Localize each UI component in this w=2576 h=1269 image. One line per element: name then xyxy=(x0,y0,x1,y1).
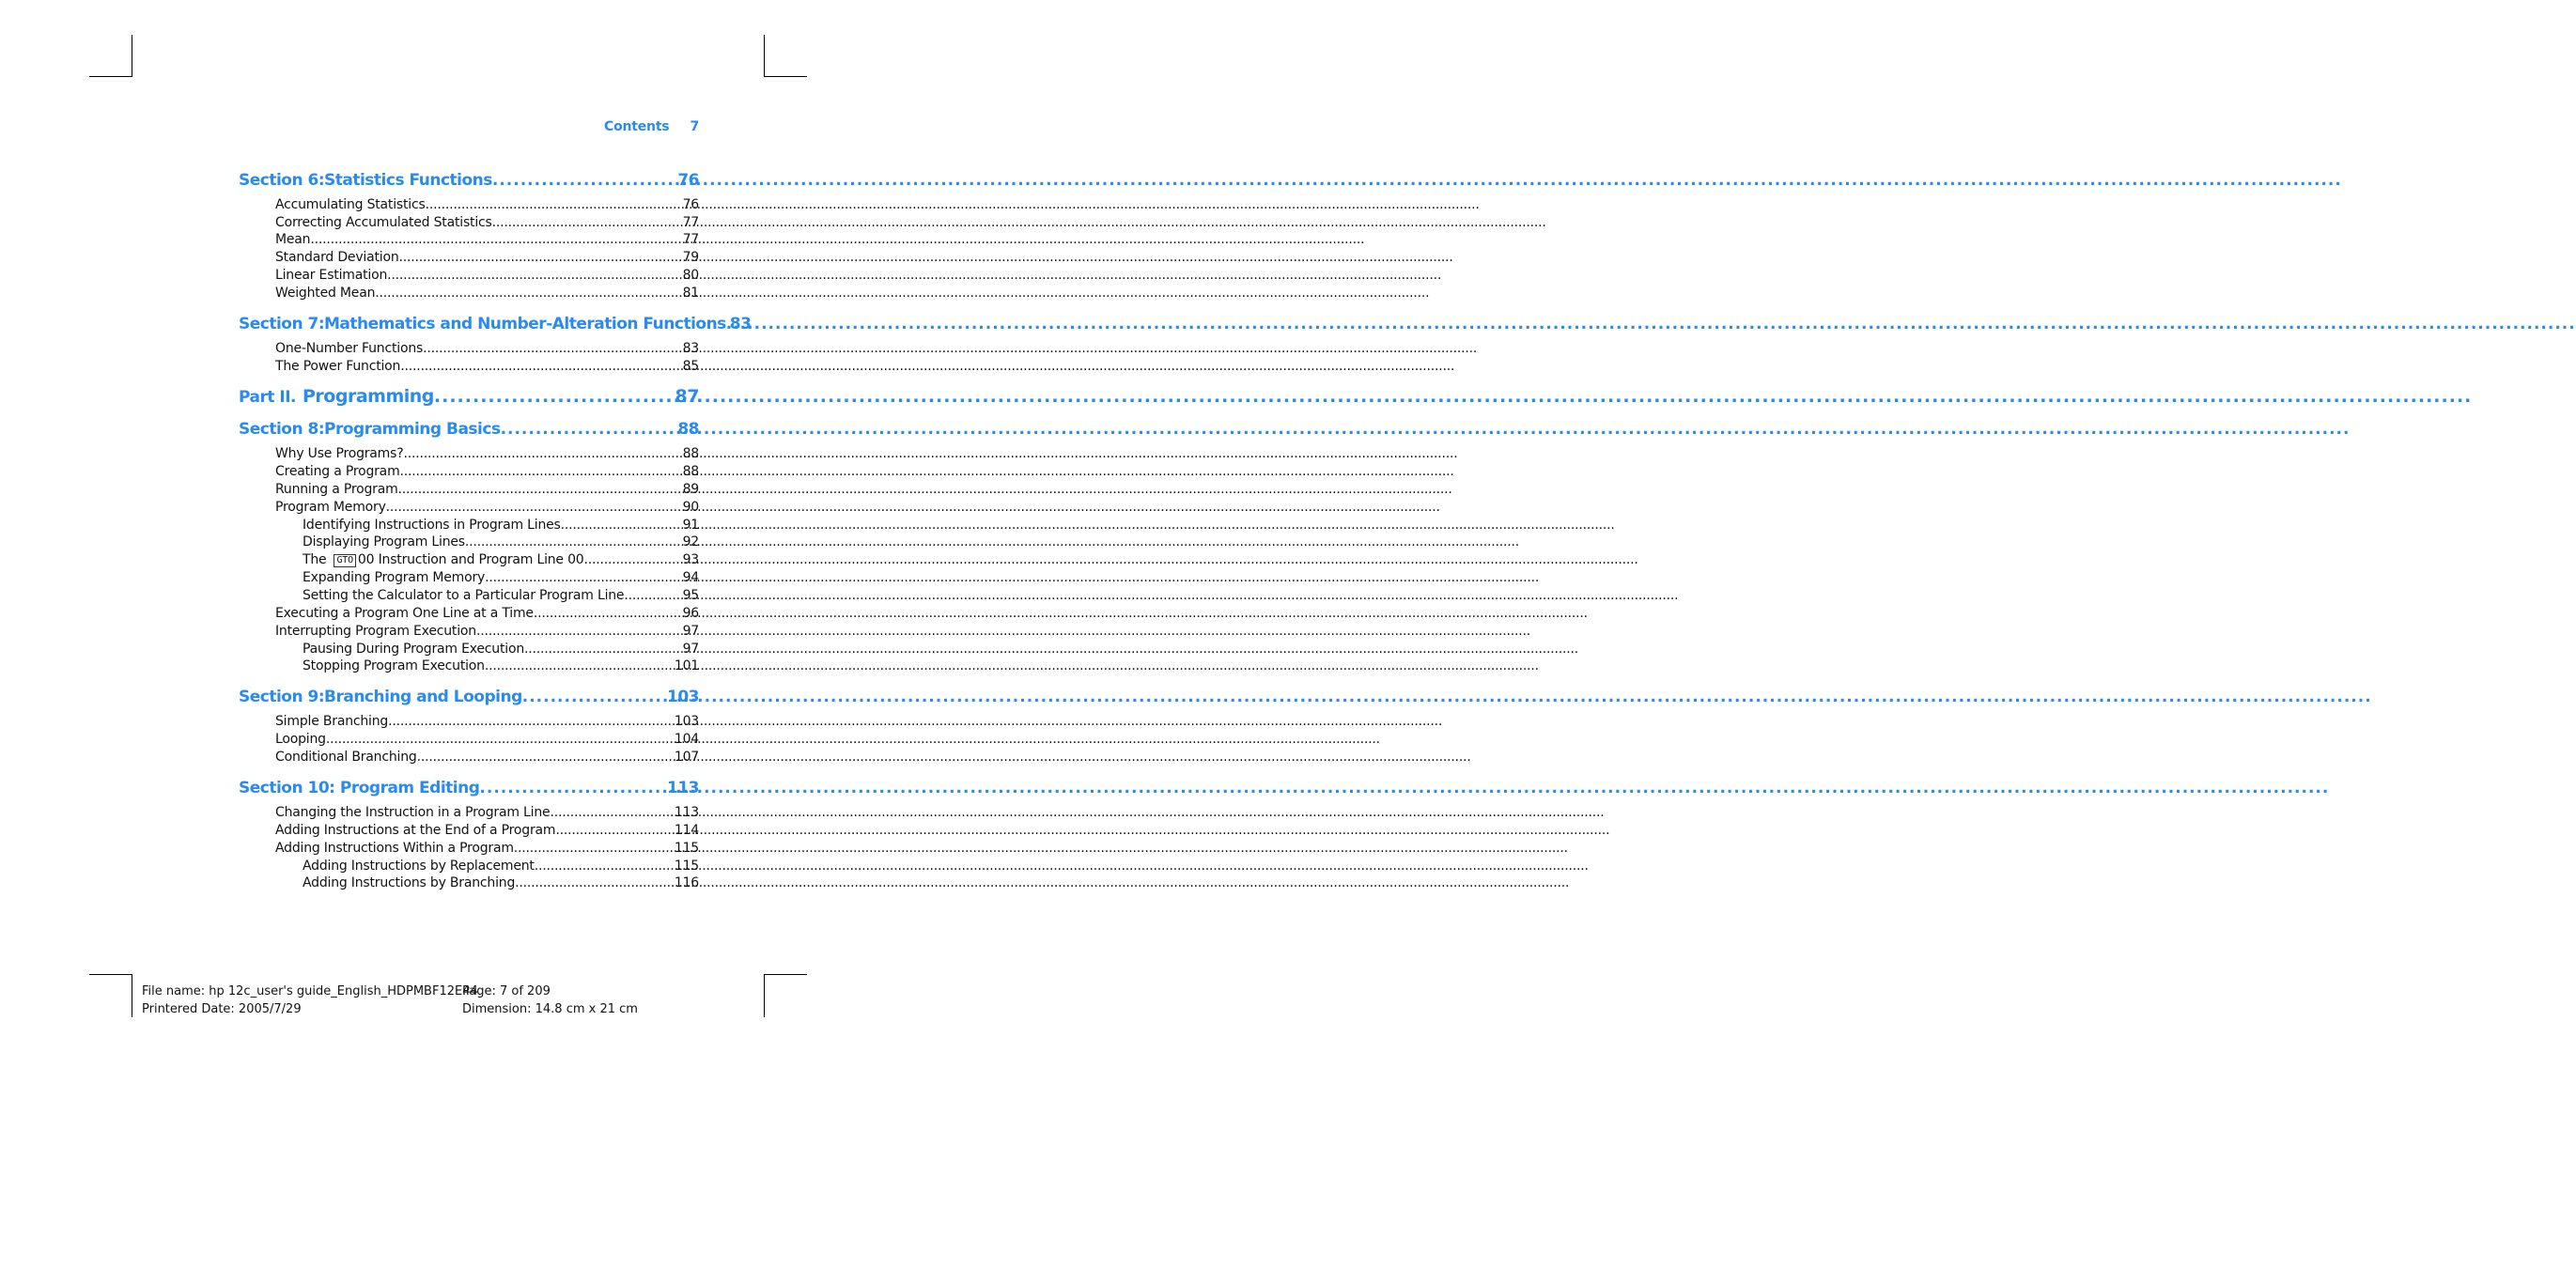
toc-entry[interactable] xyxy=(275,286,699,303)
dot-leader xyxy=(426,197,683,212)
entry-title-pre: The xyxy=(303,552,327,567)
toc-entry[interactable] xyxy=(275,624,699,642)
entry-title: Identifying Instructions in Program Lines xyxy=(303,518,561,533)
entry-title: Program Memory xyxy=(275,500,386,515)
toc-heading-part-2[interactable] xyxy=(239,386,699,410)
dot-leader xyxy=(400,359,682,374)
entry-page: 113 xyxy=(674,805,699,820)
dot-leader xyxy=(524,642,683,657)
toc-entry[interactable] xyxy=(275,359,699,377)
dot-leader xyxy=(403,446,682,461)
entry-page: 114 xyxy=(674,823,699,838)
entry-page: 97 xyxy=(682,624,699,639)
dot-leader xyxy=(535,859,675,874)
toc-entry[interactable] xyxy=(275,232,699,250)
entry-title: Weighted Mean xyxy=(275,286,376,301)
dot-leader xyxy=(501,420,678,439)
section-number: Section 6: xyxy=(239,171,325,190)
toc-entry[interactable] xyxy=(275,341,699,359)
entry-page: 107 xyxy=(674,750,699,765)
running-head-title: Contents xyxy=(604,119,670,134)
dot-leader xyxy=(423,341,682,356)
running-head-page-number: 7 xyxy=(690,119,699,134)
entry-title: Expanding Program Memory xyxy=(303,570,486,585)
toc-entry[interactable] xyxy=(275,482,699,500)
section-title: Branching and Looping xyxy=(324,688,522,706)
entry-page: 115 xyxy=(674,859,699,874)
dot-leader xyxy=(387,268,682,283)
entry-title: Simple Branching xyxy=(275,714,389,729)
entry-page: 96 xyxy=(682,606,699,621)
toc-entry[interactable] xyxy=(275,268,699,286)
toc-subentry-gto[interactable] xyxy=(303,552,699,570)
dot-leader xyxy=(485,570,682,585)
entry-title: Adding Instructions at the End of a Program xyxy=(275,823,556,838)
entry-title: Creating a Program xyxy=(275,464,400,479)
part-number: Part II. xyxy=(239,388,297,407)
entry-title: Why Use Programs? xyxy=(275,446,404,461)
entry-page: 79 xyxy=(682,250,699,265)
entry-page: 103 xyxy=(674,714,699,729)
entry-page: 88 xyxy=(682,464,699,479)
dot-leader xyxy=(555,823,675,838)
toc-entry[interactable] xyxy=(275,250,699,268)
entry-title: Interrupting Program Execution xyxy=(275,624,476,639)
toc-subentry[interactable] xyxy=(303,534,699,552)
footer-printed-date: Printered Date: 2005/7/29 xyxy=(142,1002,302,1016)
toc-entry[interactable] xyxy=(275,197,699,215)
toc-entry[interactable] xyxy=(275,805,699,823)
toc-heading-section-10[interactable] xyxy=(239,779,699,801)
crop-mark-bottom-left-horizontal xyxy=(89,974,132,975)
entry-page: 91 xyxy=(682,518,699,533)
entry-page: 80 xyxy=(682,268,699,283)
toc-entry[interactable] xyxy=(275,446,699,464)
dot-leader xyxy=(399,250,683,265)
toc-subentry[interactable] xyxy=(303,588,699,606)
toc-entry[interactable] xyxy=(275,606,699,624)
entry-title: Pausing During Program Execution xyxy=(303,642,524,657)
entry-page: 88 xyxy=(682,446,699,461)
gto-key-icon: GTO xyxy=(334,554,355,567)
dot-leader xyxy=(388,714,675,729)
section-title: Mathematics and Number-Alteration Functions xyxy=(324,315,726,333)
entry-page: 77 xyxy=(682,215,699,230)
dot-leader xyxy=(476,624,683,639)
toc-heading-section-6[interactable] xyxy=(239,171,699,193)
footer-page: Page: 7 of 209 xyxy=(462,984,551,998)
entry-page: 104 xyxy=(674,732,699,747)
toc-subentry[interactable] xyxy=(303,859,699,876)
entry-page: 92 xyxy=(682,534,699,549)
toc-heading-section-9[interactable] xyxy=(239,688,699,710)
entry-title: Adding Instructions Within a Program xyxy=(275,841,514,856)
toc-subentry[interactable] xyxy=(303,658,699,676)
entry-page: 95 xyxy=(682,588,699,603)
entry-page: 115 xyxy=(674,841,699,856)
entry-title: Conditional Branching xyxy=(275,750,417,765)
part-title: Programming xyxy=(303,386,434,407)
dot-leader xyxy=(561,518,683,533)
entry-page: 97 xyxy=(682,642,699,657)
dot-leader xyxy=(400,464,683,479)
section-title: Programming Basics xyxy=(324,420,501,439)
crop-mark-bottom-right-vertical xyxy=(764,974,765,1017)
part-page: 87 xyxy=(675,386,699,407)
section-title: Section 10: Program Editing xyxy=(239,779,480,797)
dot-leader xyxy=(522,688,667,706)
dot-leader xyxy=(479,779,667,797)
entry-title-post: 00 Instruction and Program Line 00 xyxy=(357,552,584,567)
dot-leader xyxy=(398,482,683,497)
entry-page: 83 xyxy=(682,341,699,356)
running-head xyxy=(526,119,699,134)
dot-leader xyxy=(434,386,675,407)
section-number: Section 8: xyxy=(239,420,325,439)
dot-leader xyxy=(492,215,683,230)
entry-title: Correcting Accumulated Statistics xyxy=(275,215,492,230)
section-page: 88 xyxy=(677,420,699,439)
toc-entry[interactable] xyxy=(275,732,699,750)
toc-entry[interactable] xyxy=(275,215,699,233)
entry-title: Standard Deviation xyxy=(275,250,399,265)
dot-leader xyxy=(624,588,682,603)
entry-title: Running a Program xyxy=(275,482,398,497)
dot-leader xyxy=(326,732,675,747)
entry-page: 94 xyxy=(682,570,699,585)
dot-leader xyxy=(584,552,683,567)
toc-entry[interactable] xyxy=(275,714,699,732)
dot-leader xyxy=(550,805,674,820)
crop-mark-top-right-horizontal xyxy=(764,76,807,77)
entry-title: The Power Function xyxy=(275,359,401,374)
section-title: Statistics Functions xyxy=(324,171,492,190)
entry-page: 81 xyxy=(682,286,699,301)
dot-leader xyxy=(375,286,682,301)
toc-heading-section-8[interactable] xyxy=(239,420,699,442)
toc-entry[interactable] xyxy=(275,750,699,767)
section-page: 76 xyxy=(677,171,699,190)
toc-heading-section-7[interactable] xyxy=(239,315,752,337)
toc-entry[interactable] xyxy=(275,464,699,482)
entry-title: Setting the Calculator to a Particular Program Line xyxy=(303,588,625,603)
entry-title: Mean xyxy=(275,232,311,247)
dot-leader xyxy=(417,750,675,765)
dot-leader xyxy=(515,875,675,890)
section-number: Section 7: xyxy=(239,315,325,333)
section-number: Section 9: xyxy=(239,688,325,706)
toc-entry[interactable] xyxy=(275,500,699,518)
crop-mark-bottom-right-horizontal xyxy=(764,974,807,975)
dot-leader xyxy=(386,500,683,515)
entry-title: Displaying Program Lines xyxy=(303,534,465,549)
entry-page: 85 xyxy=(682,359,699,374)
entry-title: One-Number Functions xyxy=(275,341,424,356)
footer-dimension: Dimension: 14.8 cm x 21 cm xyxy=(462,1002,638,1016)
toc-subentry[interactable] xyxy=(303,518,699,535)
toc-entry[interactable] xyxy=(275,841,699,859)
toc-subentry[interactable] xyxy=(303,570,699,588)
entry-page: 90 xyxy=(682,500,699,515)
entry-page: 116 xyxy=(674,875,699,890)
dot-leader xyxy=(514,841,675,856)
crop-mark-top-right-vertical xyxy=(764,35,765,77)
dot-leader xyxy=(310,232,682,247)
entry-title: Adding Instructions by Replacement xyxy=(303,859,535,874)
dot-leader xyxy=(465,534,683,549)
section-page: 103 xyxy=(667,688,699,706)
entry-title: Adding Instructions by Branching xyxy=(303,875,516,890)
footer-file-name: File name: hp 12c_user's guide_English_HDPMBF12E44 xyxy=(142,984,478,998)
section-page: 113 xyxy=(667,779,699,797)
entry-title: Linear Estimation xyxy=(275,268,388,283)
entry-title: Accumulating Statistics xyxy=(275,197,426,212)
entry-page: 76 xyxy=(682,197,699,212)
dot-leader xyxy=(492,171,677,190)
toc-subentry[interactable] xyxy=(303,642,699,659)
entry-page: 93 xyxy=(682,552,699,567)
entry-title: Looping xyxy=(275,732,326,747)
dot-leader xyxy=(485,658,675,673)
entry-title: Stopping Program Execution xyxy=(303,658,485,673)
entry-page: 89 xyxy=(682,482,699,497)
entry-page: 77 xyxy=(682,232,699,247)
crop-mark-top-left-horizontal xyxy=(89,76,132,77)
dot-leader xyxy=(534,606,683,621)
entry-title: Changing the Instruction in a Program Line xyxy=(275,805,551,820)
section-page: 83 xyxy=(729,315,752,333)
entry-title: Executing a Program One Line at a Time xyxy=(275,606,534,621)
toc-entry[interactable] xyxy=(275,823,699,841)
toc-subentry[interactable] xyxy=(303,875,699,893)
entry-page: 101 xyxy=(674,658,699,673)
